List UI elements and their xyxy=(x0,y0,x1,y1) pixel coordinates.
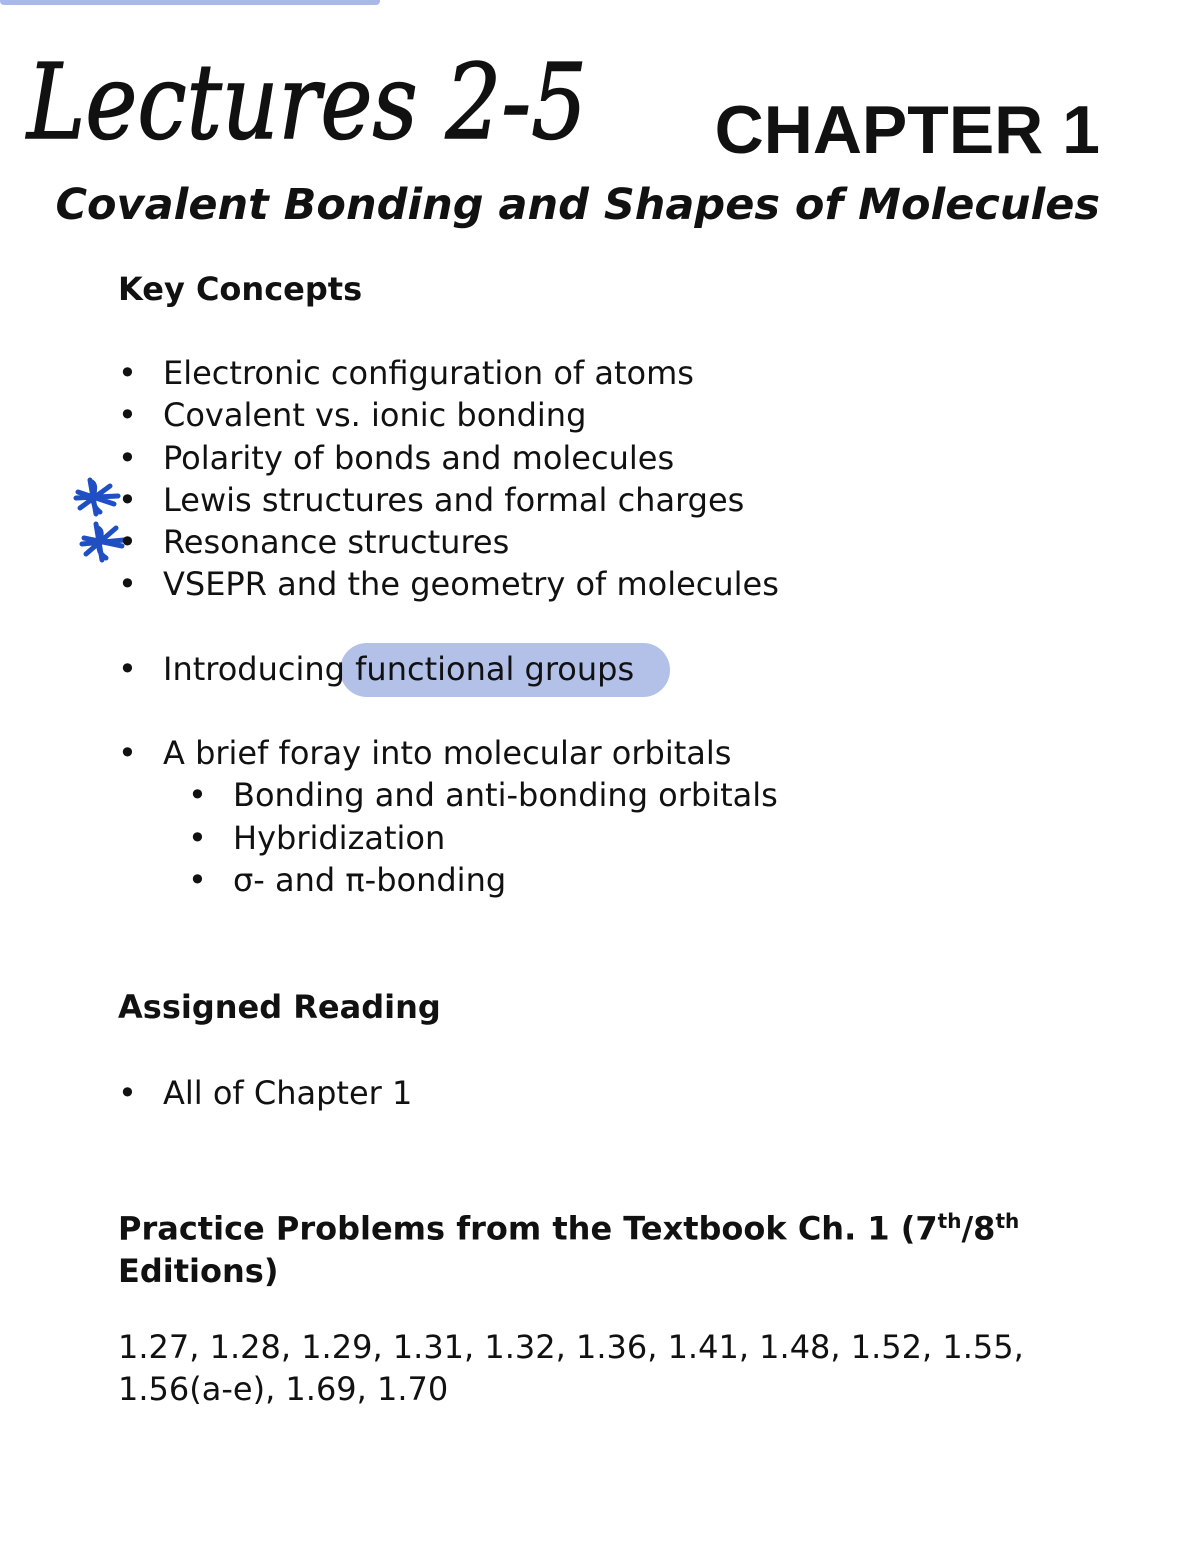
list-item-functional-groups xyxy=(118,648,779,690)
list-item: • All of Chapter 1 xyxy=(118,1072,412,1114)
list-item: • VSEPR and the geometry of molecules xyxy=(118,563,779,605)
heading-text: Editions) xyxy=(118,1251,279,1290)
key-concepts-list xyxy=(118,352,779,901)
list-item-prefix: Introducing xyxy=(163,649,345,688)
handwritten-note xyxy=(22,28,602,163)
list-item: • Polarity of bonds and molecules xyxy=(118,437,779,479)
handwritten-note-text: Lectures 2-5 xyxy=(25,41,588,163)
highlighted-text: functional groups xyxy=(344,649,635,688)
key-concepts-heading: Key Concepts xyxy=(118,270,363,308)
highlight-mark-top xyxy=(0,0,380,5)
assigned-reading-heading: Assigned Reading xyxy=(118,988,441,1026)
list-item: • Lewis structures and formal charges xyxy=(118,479,779,521)
list-item: • A brief foray into molecular orbitals xyxy=(118,732,779,774)
superscript: th xyxy=(995,1209,1020,1233)
heading-text: /8 xyxy=(961,1209,996,1248)
superscript: th xyxy=(937,1209,962,1233)
star-icon xyxy=(70,476,122,520)
list-item: • Resonance structures xyxy=(118,521,779,563)
sub-list-item: • σ- and π-bonding xyxy=(118,859,779,901)
problems-line: 1.56(a-e), 1.69, 1.70 xyxy=(118,1370,449,1408)
chapter-subtitle: Covalent Bonding and Shapes of Molecules xyxy=(55,180,1100,230)
practice-problems-heading xyxy=(118,1200,1019,1292)
assigned-reading-list xyxy=(118,1072,412,1114)
sub-list-item: • Bonding and anti-bonding orbitals xyxy=(118,774,779,816)
practice-problems-list xyxy=(118,1326,1024,1410)
heading-text: Practice Problems from the Textbook Ch. 1 (7 xyxy=(118,1209,938,1248)
sub-list-item: • Hybridization xyxy=(118,817,779,859)
list-item: • Electronic configuration of atoms xyxy=(118,352,779,394)
problems-line: 1.27, 1.28, 1.29, 1.31, 1.32, 1.36, 1.41, 1.48, 1.52, 1.55, xyxy=(118,1328,1024,1366)
list-item: • Covalent vs. ionic bonding xyxy=(118,394,779,436)
chapter-title: CHAPTER 1 xyxy=(714,92,1100,168)
